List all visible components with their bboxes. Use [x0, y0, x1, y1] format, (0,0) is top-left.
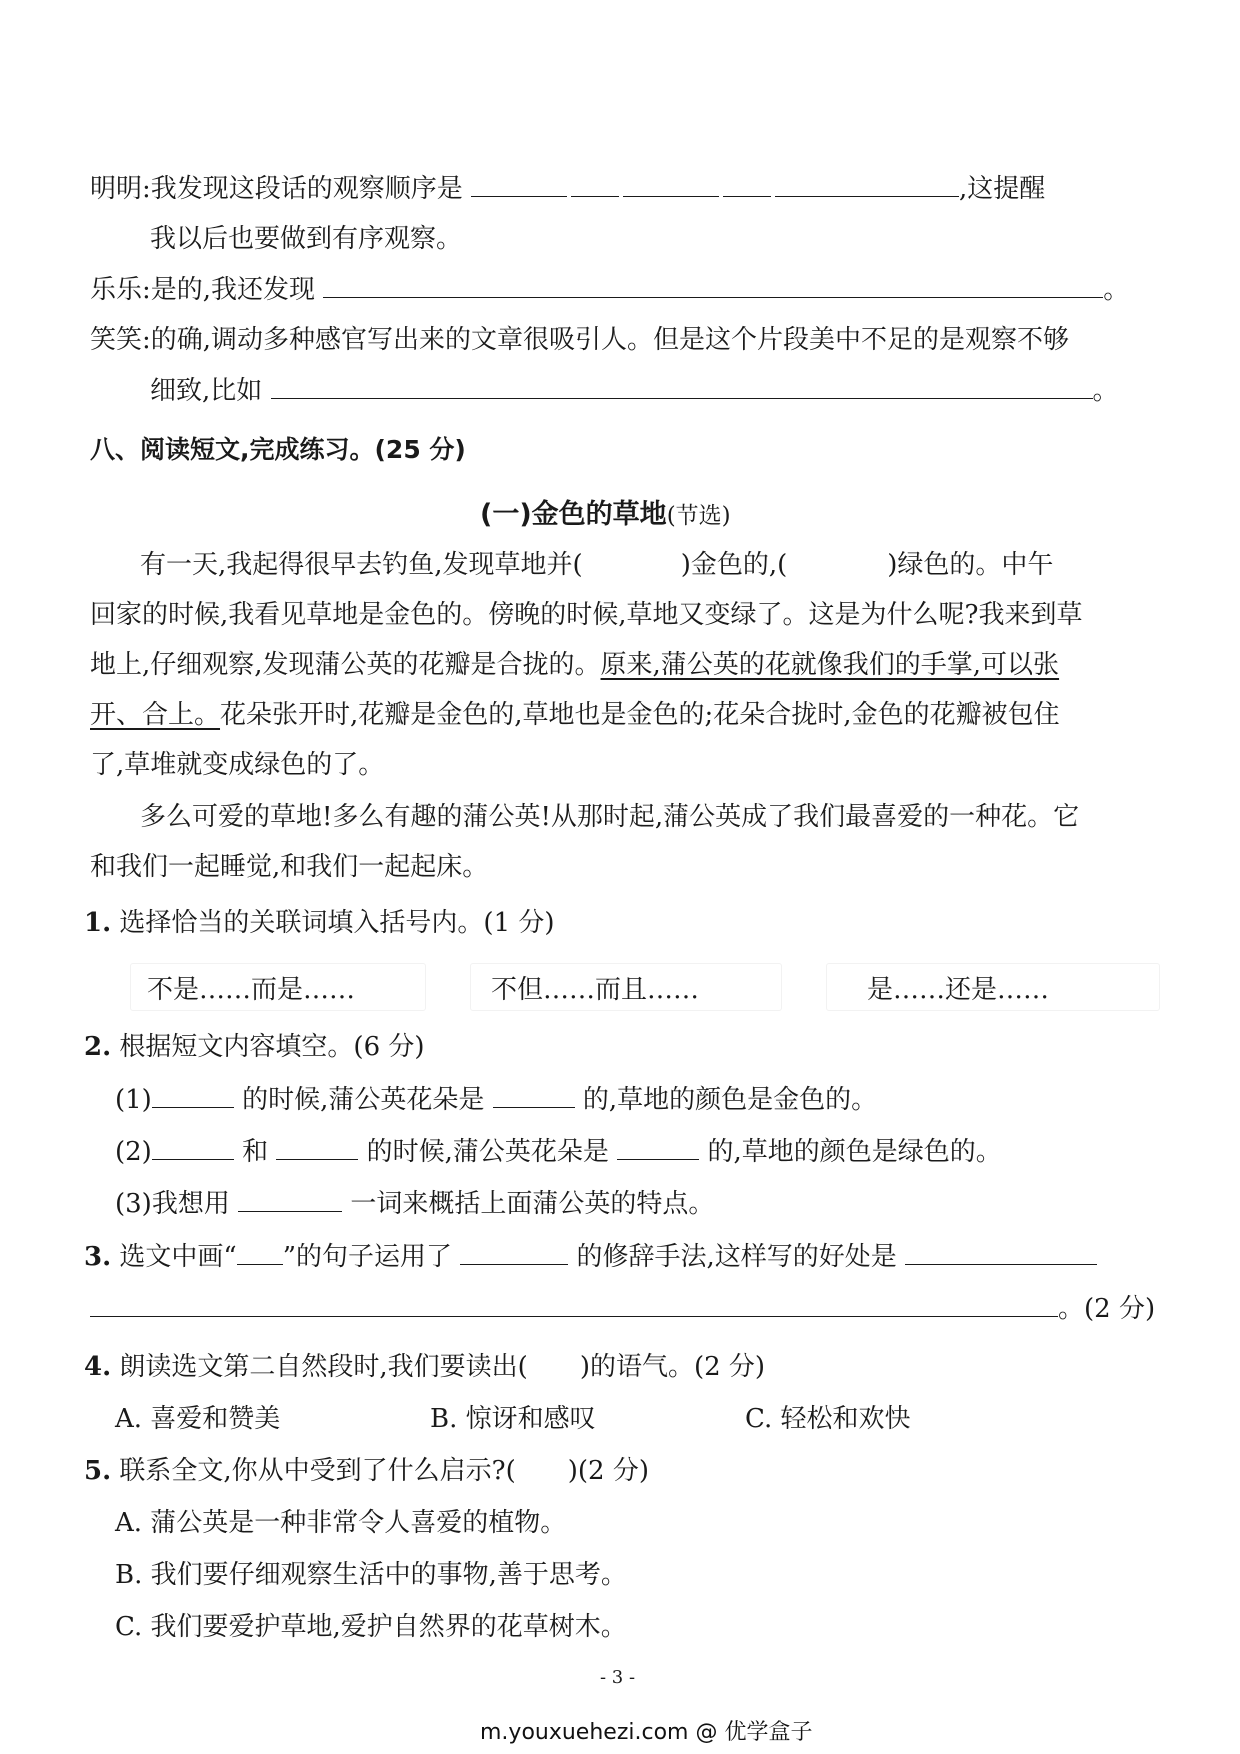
passage-title-note: (节选): [666, 503, 731, 529]
q3-blank-benefit-1[interactable]: [905, 1240, 1097, 1265]
q4-prompt: [84, 1350, 765, 1384]
mingming-text: 我发现这段话的观察顺序是: [150, 174, 463, 204]
dash-1: [571, 180, 619, 197]
q1-number: 1.: [84, 908, 112, 938]
q5-option-c[interactable]: C. 我们要爱护草地,爱护自然界的花草树木。: [115, 1612, 627, 1642]
q3-text: 的修辞手法,这样写的好处是: [576, 1242, 897, 1272]
q2-text: 的,草地的颜色是金色的。: [582, 1085, 878, 1115]
passage-line-5: 了,草堆就变成绿色的了。: [90, 750, 385, 780]
q3-text: ”的句子运用了: [282, 1242, 453, 1272]
xiaoxiao-answer-blank[interactable]: [271, 374, 1093, 399]
q2-blank-4[interactable]: [276, 1135, 358, 1160]
q4-option-a[interactable]: A. 喜爱和赞美: [115, 1404, 281, 1434]
q5-option-a[interactable]: A. 蒲公英是一种非常令人喜爱的植物。: [115, 1508, 567, 1538]
q2-sub-label: (2): [115, 1137, 152, 1167]
mingming-line-2: 我以后也要做到有序观察。: [150, 224, 463, 254]
xiaoxiao-text-2: 细致,比如: [150, 376, 263, 406]
q1-option-1[interactable]: [130, 963, 426, 1011]
dash-2: [723, 180, 771, 197]
q3-underline-sample: [237, 1240, 283, 1265]
passage-text: 地上,仔细观察,发现蒲公英的花瓣是合拢的。: [90, 650, 601, 680]
passage-line-4: [90, 698, 1060, 732]
q2-blank-1[interactable]: [152, 1083, 234, 1108]
q2-prompt: [84, 1030, 425, 1064]
xiaoxiao-line: [90, 323, 1069, 357]
order-blank-1[interactable]: [471, 172, 567, 197]
q3-prompt: [84, 1240, 1097, 1274]
q4-option-b[interactable]: B. 惊讶和感叹: [430, 1404, 596, 1434]
lele-text: 是的,我还发现: [150, 275, 316, 305]
q2-number: 2.: [84, 1032, 112, 1062]
q1-option-label: 是……还是……: [867, 974, 1050, 1005]
q3-end: 。(2 分): [1058, 1294, 1156, 1324]
q2-text: (3)我想用: [115, 1189, 230, 1219]
q3-text: 选文中画“: [119, 1242, 237, 1272]
watermark: m.youxuehezi.com @ 优学盒子: [480, 1720, 813, 1745]
q1-prompt: [84, 906, 555, 940]
q3-blank-benefit-2[interactable]: [90, 1292, 1058, 1317]
passage-text: 花朵张开时,花瓣是金色的,草地也是金色的;花朵合拢时,金色的花瓣被包住: [220, 700, 1060, 730]
q2-sub-2: [115, 1135, 1002, 1169]
section-heading: 八、阅读短文,完成练习。(25 分): [90, 435, 466, 464]
q2-text: 的,草地的颜色是绿色的。: [707, 1137, 1002, 1167]
mingming-speaker: 明明:: [90, 174, 151, 204]
q2-sub-1: [115, 1083, 877, 1117]
q5-number: 5.: [84, 1456, 112, 1486]
passage-line-1: [140, 548, 1053, 582]
xiaoxiao-text: 的确,调动多种感官写出来的文章很吸引人。但是这个片段美中不足的是观察不够: [150, 325, 1070, 355]
lele-answer-blank[interactable]: [323, 273, 1103, 298]
passage-text: )金色的,(: [680, 550, 788, 580]
passage-line-2: 回家的时候,我看见草地是金色的。傍晚的时候,草地又变绿了。这是为什么呢?我来到草: [90, 600, 1083, 630]
q2-text: 根据短文内容填空。(6 分): [119, 1032, 425, 1062]
page-number: - 3 -: [600, 1667, 636, 1688]
q2-blank-3[interactable]: [152, 1135, 234, 1160]
xiaoxiao-speaker: 笑笑:: [90, 325, 151, 355]
q1-option-label: 不但……而且……: [491, 974, 700, 1005]
q1-text: 选择恰当的关联词填入括号内。(1 分): [119, 908, 555, 938]
passage-line-7: 和我们一起睡觉,和我们一起起床。: [90, 852, 489, 882]
q3-number: 3.: [84, 1242, 112, 1272]
lele-end: 。: [1103, 275, 1130, 305]
q3-line-2: [90, 1292, 1155, 1326]
q2-blank-6[interactable]: [238, 1187, 342, 1212]
q5-text: 联系全文,你从中受到了什么启示?( )(2 分): [119, 1456, 650, 1486]
q2-blank-2[interactable]: [493, 1083, 575, 1108]
q5-prompt: [84, 1454, 649, 1488]
q4-option-c[interactable]: C. 轻松和欢快: [745, 1404, 911, 1434]
q2-text: 和: [242, 1137, 269, 1167]
order-blank-3[interactable]: [775, 172, 959, 197]
q2-blank-5[interactable]: [617, 1135, 699, 1160]
q1-option-2[interactable]: [470, 963, 782, 1011]
q2-sub-label: (1): [115, 1085, 152, 1115]
passage-line-6: 多么可爱的草地!多么有趣的蒲公英!从那时起,蒲公英成了我们最喜爱的一种花。它: [140, 802, 1080, 832]
q1-option-label: 不是……而是……: [147, 974, 356, 1005]
q2-sub-3: [115, 1187, 714, 1221]
mingming-line: [90, 172, 1045, 206]
passage-line-3: [90, 648, 1059, 682]
underlined-sentence-end: 开、合上。: [90, 700, 221, 730]
q4-text: 朗读选文第二自然段时,我们要读出( )的语气。(2 分): [119, 1352, 766, 1382]
passage-title: [480, 498, 731, 533]
q5-option-b[interactable]: B. 我们要仔细观察生活中的事物,善于思考。: [115, 1560, 627, 1590]
q3-blank-rhetoric[interactable]: [460, 1240, 568, 1265]
q2-text: 的时候,蒲公英花朵是: [366, 1137, 609, 1167]
q2-text: 一词来概括上面蒲公英的特点。: [350, 1189, 715, 1219]
lele-line: [90, 273, 1129, 307]
q4-number: 4.: [84, 1352, 112, 1382]
mingming-text-end: ,这提醒: [959, 174, 1046, 204]
xiaoxiao-end: 。: [1092, 376, 1119, 406]
passage-text: )绿色的。中午: [887, 550, 1054, 580]
q1-option-3[interactable]: [826, 963, 1160, 1011]
xiaoxiao-line-2: [150, 374, 1119, 408]
passage-title-main: (一)金色的草地: [480, 499, 667, 530]
underlined-sentence: 原来,蒲公英的花就像我们的手掌,可以张: [600, 650, 1060, 680]
q2-text: 的时候,蒲公英花朵是: [242, 1085, 485, 1115]
passage-text: 有一天,我起得很早去钓鱼,发现草地并(: [140, 550, 583, 580]
order-blank-2[interactable]: [623, 172, 719, 197]
lele-speaker: 乐乐:: [90, 275, 151, 305]
